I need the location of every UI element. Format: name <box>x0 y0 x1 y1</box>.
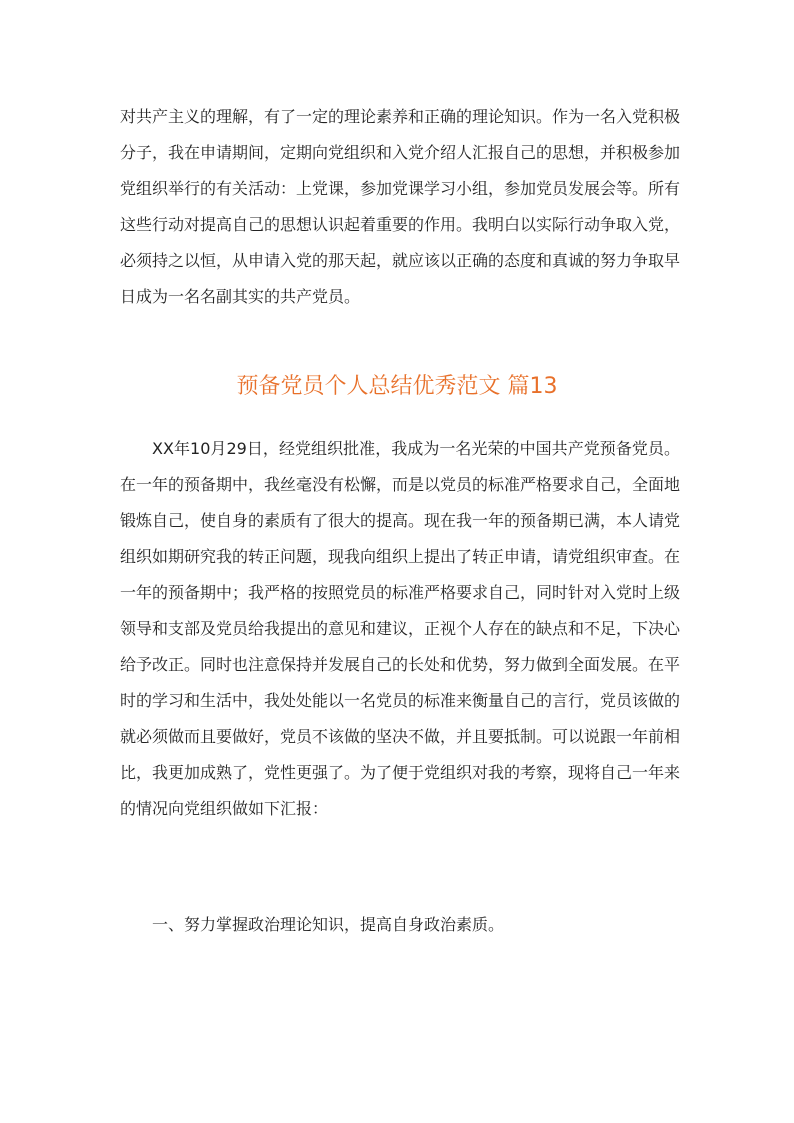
paragraph-line: 组织如期研究我的转正问题，现我向组织上提出了转正申请，请党组织审查。在 <box>120 547 681 566</box>
paragraph-line: XX年10月29日，经党组织批准，我成为一名光荣的中国共产党预备党员。 <box>152 439 680 458</box>
paragraph-summary <box>120 431 680 827</box>
paragraph-line: 锻炼自己，使自身的素质有了很大的提高。现在我一年的预备期已满，本人请党 <box>120 511 681 530</box>
paragraph-line: 一年的预备期中；我严格的按照党员的标准严格要求自己，同时针对入党时上级 <box>120 583 681 602</box>
paragraph-line: 日成为一名名副其实的共产党员。 <box>120 287 361 306</box>
paragraph-line: 的情况向党组织做如下汇报： <box>120 799 329 818</box>
section-heading: 预备党员个人总结优秀范文 篇13 <box>236 374 558 399</box>
paragraph-line: 一、努力掌握政治理论知识，提高自身政治素质。 <box>152 915 505 934</box>
paragraph-line: 比，我更加成熟了，党性更强了。为了便于党组织对我的考察，现将自己一年来 <box>120 763 681 782</box>
paragraph-line: 给予改正。同时也注意保持并发展自己的长处和优势，努力做到全面发展。在平 <box>120 655 681 674</box>
paragraph-continued <box>120 99 680 315</box>
paragraph-section-one <box>120 907 680 943</box>
paragraph-line: 这些行动对提高自己的思想认识起着重要的作用。我明白以实际行动争取入党， <box>120 215 681 234</box>
paragraph-line: 就必须做而且要做好，党员不该做的坚决不做，并且要抵制。可以说跟一年前相 <box>120 727 681 746</box>
paragraph-line: 在一年的预备期中，我丝毫没有松懈，而是以党员的标准严格要求自己，全面地 <box>120 475 681 494</box>
paragraph-line: 对共产主义的理解，有了一定的理论素养和正确的理论知识。作为一名入党积极 <box>120 107 681 126</box>
paragraph-line: 分子，我在申请期间，定期向党组织和入党介绍人汇报自己的思想，并积极参加 <box>120 143 681 162</box>
paragraph-line: 党组织举行的有关活动：上党课，参加党课学习小组，参加党员发展会等。所有 <box>120 179 681 198</box>
paragraph-line: 时的学习和生活中，我处处能以一名党员的标准来衡量自己的言行，党员该做的 <box>120 691 681 710</box>
paragraph-line: 必须持之以恒，从申请入党的那天起，就应该以正确的态度和真诚的努力争取早 <box>120 251 681 270</box>
paragraph-line: 领导和支部及党员给我提出的意见和建议，正视个人存在的缺点和不足，下决心 <box>120 619 681 638</box>
